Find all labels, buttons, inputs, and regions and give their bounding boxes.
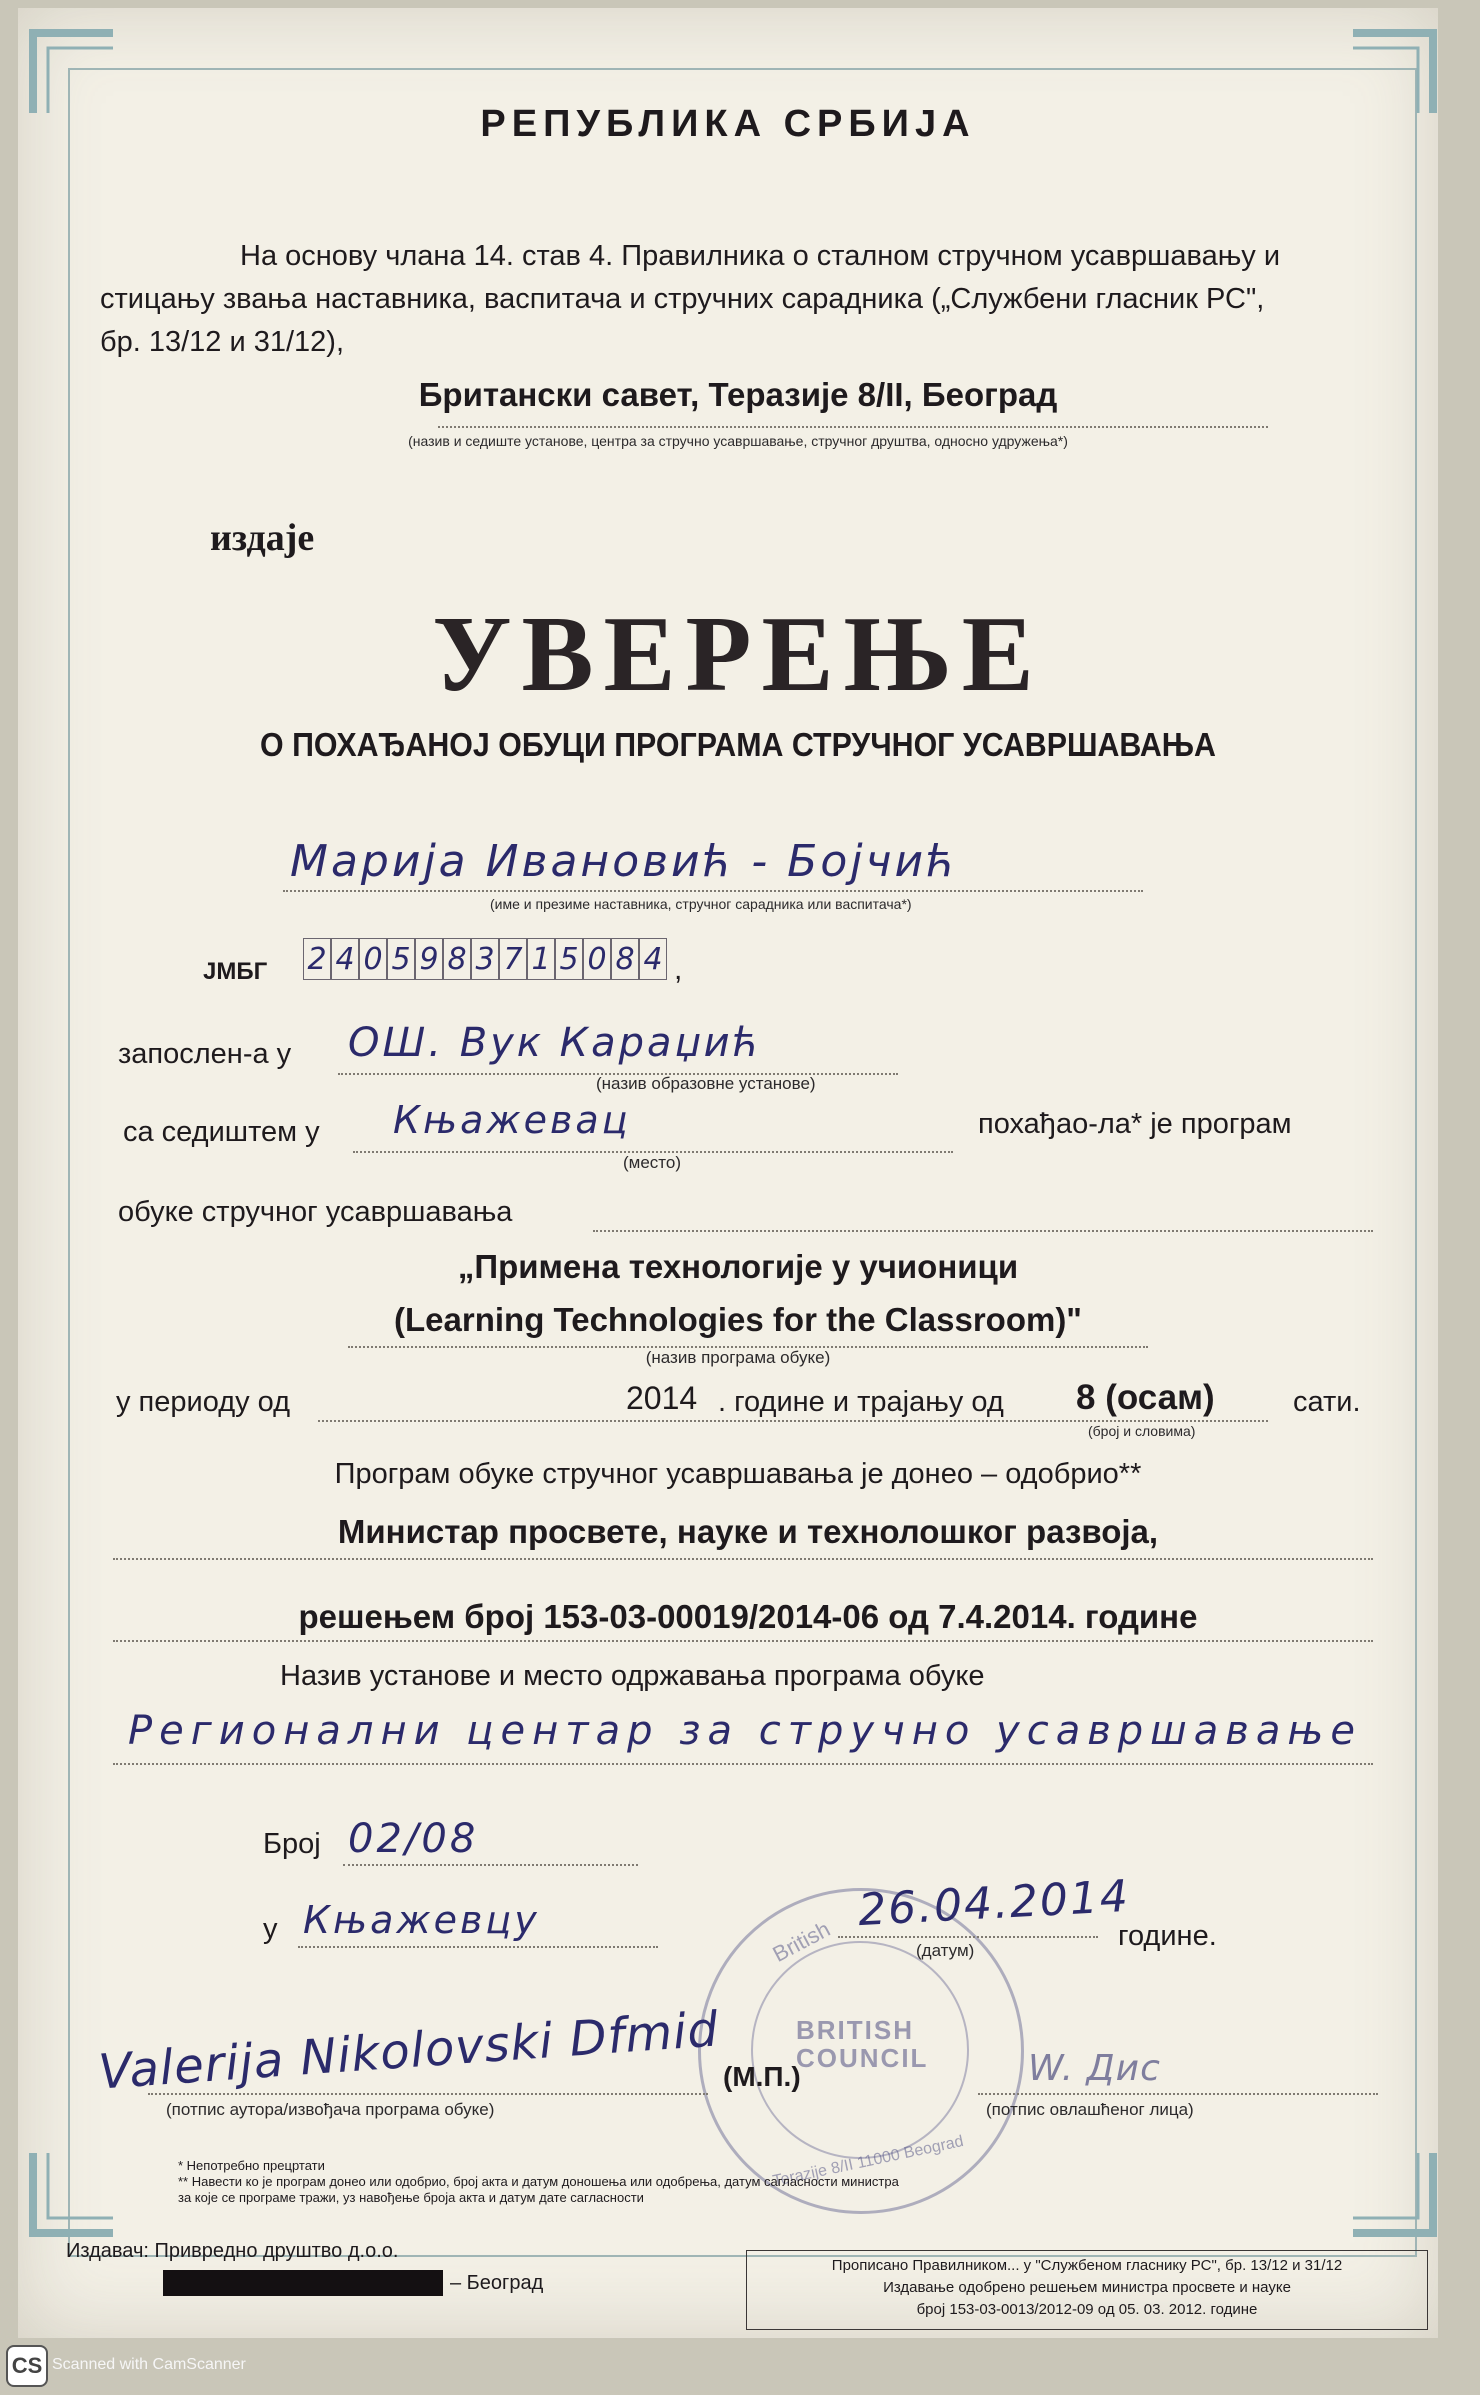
author-signature-line xyxy=(148,2093,708,2095)
approval-decision: решењем број 153-03-00019/2014-06 од 7.4.2014. године xyxy=(298,1598,1198,1635)
program-title-line-1: „Примена технологије у учионици xyxy=(457,1248,1019,1285)
person-name-caption: (име и презиме наставника, стручног сарадника или васпитача*) xyxy=(490,896,912,912)
approval-dotted-line xyxy=(113,1558,1373,1560)
jmbg-digit-box: 0 xyxy=(583,938,611,980)
duration-caption: (број и словима) xyxy=(1088,1423,1196,1439)
duration-hours: 8 (осам) xyxy=(1076,1378,1215,1417)
footnote-3: за које се програме тражи, уз навођење броја акта и датум дате сагласности xyxy=(178,2190,644,2205)
frame-corner-ornament-bottom-right xyxy=(1348,2148,1438,2238)
period-year: 2014 xyxy=(626,1380,698,1416)
publisher-line-1: Издавач: Привредно друштво д.о.о. xyxy=(66,2240,399,2262)
seat-label: са седиштем у xyxy=(123,1116,320,1148)
place-prefix: у xyxy=(263,1913,278,1945)
jmbg-digit-box: 3 xyxy=(471,938,499,980)
jmbg-digit-box: 5 xyxy=(387,938,415,980)
city-handwritten: Књажевац xyxy=(393,1098,631,1142)
authorized-signature: W. Дис xyxy=(1028,2048,1161,2089)
school-name-handwritten: ОШ. Вук Караџић xyxy=(348,1020,762,1066)
certificate-title: УВЕРЕЊЕ xyxy=(432,595,1044,714)
regulation-line-1: Прописано Правилником... у "Службеном гласнику РС", бр. 13/12 и 31/12 xyxy=(831,2257,1343,2274)
program-title-line-2: (Learning Technologies for the Classroom)" xyxy=(394,1301,1082,1338)
redacted-block xyxy=(163,2270,443,2296)
decision-dotted-line xyxy=(113,1640,1373,1642)
issues-word: издаје xyxy=(210,517,315,559)
legal-basis-line-2: стицању звања наставника, васпитача и стручних сарадника („Службени гласник РС", xyxy=(100,283,1265,315)
place-dotted-line xyxy=(298,1946,658,1948)
number-label: Број xyxy=(263,1828,321,1860)
issuer-caption: (назив и седиште установе, центра за стручно усавршавање, стручног друштва, односно удружења*) xyxy=(408,433,1068,449)
authorized-signature-line xyxy=(978,2093,1378,2095)
jmbg-label: ЈМБГ xyxy=(203,958,268,985)
issuer-dotted-line xyxy=(438,426,1268,428)
regulation-box xyxy=(746,2250,1428,2330)
stamp-ring-text: British xyxy=(768,1916,835,1967)
certificate-paper xyxy=(18,8,1438,2338)
date-dotted-line xyxy=(838,1936,1098,1938)
camscanner-logo-icon: CS xyxy=(6,2345,48,2387)
date-handwritten: 26.04.2014 xyxy=(856,1870,1132,1937)
issuer-name: Британски савет, Теразије 8/II, Београд xyxy=(418,376,1058,413)
employed-label: запослен-а у xyxy=(118,1038,292,1070)
publisher-line-2: – Београд xyxy=(450,2272,544,2294)
author-signature-caption: (потпис аутора/извођача програма обуке) xyxy=(166,2100,495,2119)
footnote-1: * Непотребно прецртати xyxy=(178,2158,325,2173)
date-caption: (датум) xyxy=(916,1941,975,1960)
republic-heading: РЕПУБЛИКА СРБИЈА xyxy=(480,103,976,145)
legal-basis-line-1: На основу члана 14. став 4. Правилника о сталном стручном усавршавању и xyxy=(240,240,1281,272)
period-dotted-line xyxy=(318,1420,1268,1422)
regulation-line-2: Издавање одобрено решењем министра просвете и науке xyxy=(883,2279,1291,2296)
attended-text: похађао-ла* је програм xyxy=(978,1108,1292,1140)
venue-handwritten: Регионални центар за стручно усавршавање xyxy=(128,1708,1362,1754)
seal-placeholder: (М.П.) xyxy=(723,2061,801,2092)
jmbg-digit-box: 4 xyxy=(331,938,359,980)
jmbg-digit-box: 0 xyxy=(359,938,387,980)
jmbg-digit-box: 5 xyxy=(555,938,583,980)
period-year-suffix: . године и трајању од xyxy=(718,1386,1004,1418)
jmbg-digit-box: 8 xyxy=(611,938,639,980)
jmbg-digit-box: 4 xyxy=(639,938,667,980)
number-dotted-line xyxy=(343,1864,638,1866)
legal-basis-line-3: бр. 13/12 и 31/12), xyxy=(100,326,345,358)
venue-label: Назив установе и место одржавања програма обуке xyxy=(280,1660,985,1692)
author-signature: Valerija Nikolovski Dfmid xyxy=(96,2001,721,2101)
jmbg-digit-box: 1 xyxy=(527,938,555,980)
stamp-center-text: BRITISH COUNCIL xyxy=(796,2015,929,2073)
camscanner-text: Scanned with CamScanner xyxy=(52,2356,246,2373)
person-name-handwritten: Марија Ивановић - Бојчић xyxy=(290,836,958,887)
number-handwritten: 02/08 xyxy=(348,1816,479,1862)
city-caption: (место) xyxy=(623,1153,682,1172)
regulation-line-3: број 153-03-0013/2012-09 од 05. 03. 2012. године xyxy=(916,2301,1258,2318)
stamp-bottom-text: Terazije 8/II 11000 Beograd xyxy=(771,2132,966,2191)
approval-authority: Министар просвете, науке и технолошког развоја, xyxy=(337,1513,1159,1550)
jmbg-digit-box: 8 xyxy=(443,938,471,980)
certificate-subtitle: О ПОХАЂАНОЈ ОБУЦИ ПРОГРАМА СТРУЧНОГ УСАВРШАВАЊА xyxy=(260,726,1216,763)
approval-label: Програм обуке стручног усавршавања је донео – одобрио** xyxy=(334,1458,1142,1490)
frame-corner-ornament-bottom-left xyxy=(28,2148,118,2238)
program-label-dotted-line xyxy=(593,1230,1373,1232)
period-label: у периоду од xyxy=(116,1386,291,1418)
school-caption: (назив образовне установе) xyxy=(596,1074,816,1093)
name-dotted-line xyxy=(283,890,1143,892)
duration-unit: сати. xyxy=(1293,1386,1361,1418)
place-handwritten: Књажевцу xyxy=(303,1898,540,1942)
jmbg-comma: , xyxy=(674,953,683,986)
jmbg-digit-box: 9 xyxy=(415,938,443,980)
program-caption: (назив програма обуке) xyxy=(645,1348,831,1367)
footnote-2: ** Навести ко је програм донео или одобрио, број акта и датум доношења или одобрења, датум сагласности министра xyxy=(178,2174,899,2189)
venue-dotted-line xyxy=(113,1763,1373,1765)
jmbg-digit-box: 7 xyxy=(499,938,527,980)
jmbg-digit-box: 2 xyxy=(303,938,331,980)
date-suffix: године. xyxy=(1118,1920,1217,1952)
authorized-signature-caption: (потпис овлашћеног лица) xyxy=(986,2100,1194,2119)
program-label: обуке стручног усавршавања xyxy=(118,1196,513,1228)
